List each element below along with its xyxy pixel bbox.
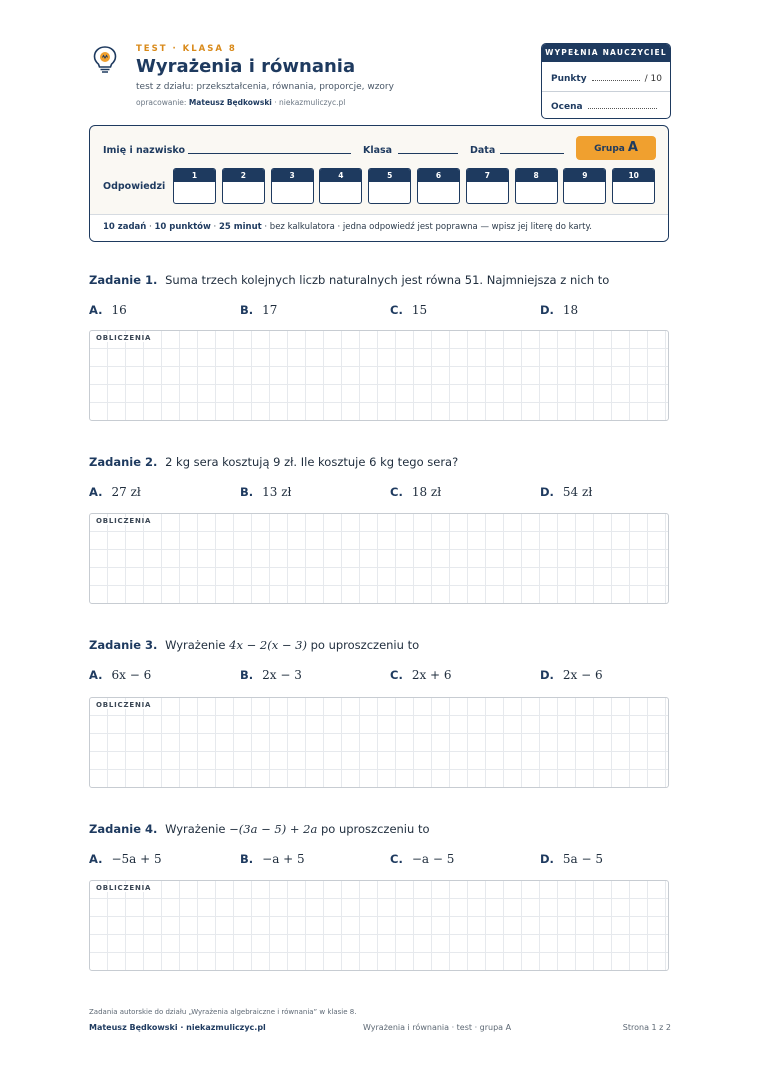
option-letter: A.: [89, 668, 103, 682]
answer-box-number: 3: [272, 169, 313, 182]
task-4-expression: −(3a − 5) + 2a: [229, 822, 318, 836]
option-value: 5a − 5: [562, 852, 604, 866]
page-subtitle: test z działu: przekształcenia, równania, proporcje, wzory: [136, 82, 394, 92]
credits-suffix: · niekazmuliczyc.pl: [274, 98, 346, 107]
option-value: 2x − 3: [262, 668, 302, 682]
task-1-text: Suma trzech kolejnych liczb naturalnych jest równa 51. Najmniejsza z nich to: [165, 273, 610, 287]
answer-box-number: 5: [369, 169, 410, 182]
option-letter: C.: [390, 485, 403, 499]
task-3-option-c[interactable]: [390, 668, 452, 682]
task-4-option-a[interactable]: [89, 852, 162, 866]
option-value: 27 zł: [111, 485, 141, 499]
task-3-title: [89, 638, 419, 652]
task-3-expression: 4x − 2(x − 3): [229, 638, 307, 652]
task-1-option-d[interactable]: [540, 303, 578, 317]
option-value: −a + 5: [262, 852, 305, 866]
task-3-text-after: po uproszczeniu to: [310, 638, 420, 652]
task-2-option-c[interactable]: [390, 485, 441, 499]
test-info: 10 zadań · 10 punktów · 25 minut · bez kalkulatora · jedna odpowiedź jest poprawna — wpisz jej literę do karty.: [90, 214, 668, 242]
answer-box-7[interactable]: [466, 168, 509, 204]
calc-label: OBLICZENIA: [96, 884, 155, 892]
task-4-text-after: po uproszczeniu to: [320, 822, 430, 836]
calc-label: OBLICZENIA: [96, 334, 155, 342]
task-4-option-d[interactable]: [540, 852, 603, 866]
option-letter: C.: [390, 303, 403, 317]
task-4-calc-area[interactable]: [89, 880, 669, 971]
task-4-number: Zadanie 4.: [89, 822, 158, 836]
class-field[interactable]: [398, 153, 458, 154]
task-2-title: [89, 455, 458, 469]
option-value: 6x − 6: [111, 668, 152, 682]
class-label: Klasa: [363, 145, 393, 156]
answer-box-4[interactable]: [319, 168, 362, 204]
date-field[interactable]: [500, 153, 564, 154]
option-value: 13 zł: [262, 485, 292, 499]
teacher-box-divider: [542, 91, 670, 92]
group-badge: [576, 136, 656, 160]
group-label: Grupa: [594, 144, 625, 154]
option-letter: D.: [540, 485, 554, 499]
task-1-option-b[interactable]: [240, 303, 277, 317]
option-letter: B.: [240, 852, 254, 866]
grade-row: [551, 101, 662, 112]
answer-box-number: 7: [467, 169, 508, 182]
task-1-option-a[interactable]: [89, 303, 127, 317]
teacher-box-heading: WYPEŁNIA NAUCZYCIEL: [542, 44, 670, 62]
task-3-text-before: Wyrażenie: [165, 638, 226, 652]
option-letter: D.: [540, 668, 554, 682]
grade-field[interactable]: [588, 101, 657, 109]
group-letter: A: [627, 140, 638, 155]
option-value: 15: [411, 303, 428, 317]
option-value: 18: [562, 303, 579, 317]
author-name: Mateusz Będkowski: [188, 98, 272, 107]
info-time: 25 minut: [218, 222, 262, 232]
task-3-option-d[interactable]: [540, 668, 603, 682]
answer-box-number: 6: [418, 169, 459, 182]
test-eyebrow: TEST · KLASA 8: [136, 44, 237, 54]
answer-box-number: 2: [223, 169, 264, 182]
option-letter: B.: [240, 668, 254, 682]
grade-label: Ocena: [551, 102, 583, 112]
task-2-text: 2 kg sera kosztują 9 zł. Ile kosztuje 6 kg tego sera?: [165, 455, 459, 469]
answer-box-1[interactable]: [173, 168, 216, 204]
option-value: −5a + 5: [111, 852, 162, 866]
date-label: Data: [470, 145, 496, 156]
option-letter: A.: [89, 485, 103, 499]
task-4-option-b[interactable]: [240, 852, 305, 866]
task-4-text-before: Wyrażenie: [165, 822, 226, 836]
answer-box-3[interactable]: [271, 168, 314, 204]
option-letter: C.: [390, 668, 403, 682]
answer-box-10[interactable]: [612, 168, 655, 204]
credits-prefix: opracowanie:: [136, 98, 187, 107]
answer-box-9[interactable]: [563, 168, 606, 204]
task-2-option-b[interactable]: [240, 485, 291, 499]
answer-box-8[interactable]: [515, 168, 558, 204]
info-rest: · bez kalkulatora · jedna odpowiedź jest poprawna — wpisz jej literę do karty.: [264, 222, 592, 232]
teacher-box: [541, 43, 671, 119]
option-value: 2x + 6: [411, 668, 452, 682]
info-points: 10 punktów: [154, 222, 211, 232]
student-card: [89, 125, 669, 242]
answer-box-6[interactable]: [417, 168, 460, 204]
task-3-number: Zadanie 3.: [89, 638, 158, 652]
points-label: Punkty: [551, 74, 587, 84]
footer-note: Zadania autorskie do działu „Wyrażenia algebraiczne i równania” w klasie 8.: [89, 1008, 357, 1016]
option-value: 16: [111, 303, 127, 317]
calc-label: OBLICZENIA: [96, 701, 155, 709]
task-1-number: Zadanie 1.: [89, 273, 158, 287]
info-tasks: 10 zadań: [103, 222, 147, 232]
answers-label: Odpowiedzi: [103, 181, 166, 192]
name-label: Imię i nazwisko: [103, 145, 185, 156]
task-2-option-d[interactable]: [540, 485, 592, 499]
option-letter: D.: [540, 303, 554, 317]
answer-box-5[interactable]: [368, 168, 411, 204]
answer-box-number: 1: [174, 169, 215, 182]
footer-author: Mateusz Będkowski · niekazmuliczyc.pl: [89, 1023, 266, 1032]
option-letter: C.: [390, 852, 403, 866]
option-value: 18 zł: [411, 485, 442, 499]
option-letter: D.: [540, 852, 554, 866]
task-3-calc-area[interactable]: [89, 697, 669, 788]
page-number: Strona 1 z 2: [622, 1023, 671, 1032]
task-4-title: [89, 822, 430, 836]
task-1-option-c[interactable]: [390, 303, 427, 317]
option-letter: A.: [89, 852, 103, 866]
credits: [136, 98, 345, 107]
option-letter: B.: [240, 303, 254, 317]
name-field[interactable]: [188, 153, 351, 154]
option-value: 17: [262, 303, 278, 317]
task-1-title: [89, 273, 609, 287]
task-1-calc-area[interactable]: [89, 330, 669, 421]
task-3-option-b[interactable]: [240, 668, 302, 682]
task-2-number: Zadanie 2.: [89, 455, 158, 469]
task-2-option-a[interactable]: [89, 485, 141, 499]
points-row: [551, 73, 662, 84]
option-letter: A.: [89, 303, 103, 317]
answer-box-number: 10: [613, 169, 654, 182]
answer-box-number: 8: [516, 169, 557, 182]
option-letter: B.: [240, 485, 254, 499]
task-4-option-c[interactable]: [390, 852, 454, 866]
option-value: 2x − 6: [562, 668, 603, 682]
page-title: Wyrażenia i równania: [136, 56, 356, 77]
answer-box-2[interactable]: [222, 168, 265, 204]
option-value: −a − 5: [411, 852, 455, 866]
task-3-option-a[interactable]: [89, 668, 151, 682]
answer-box-number: 4: [320, 169, 361, 182]
option-value: 54 zł: [562, 485, 593, 499]
points-field[interactable]: [592, 73, 640, 81]
calc-label: OBLICZENIA: [96, 517, 155, 525]
points-max: / 10: [644, 74, 662, 84]
task-2-calc-area[interactable]: [89, 513, 669, 604]
footer-doc-title: Wyrażenia i równania · test · grupa A: [363, 1023, 512, 1032]
lightbulb-logo-icon: [90, 44, 120, 74]
answer-box-number: 9: [564, 169, 605, 182]
